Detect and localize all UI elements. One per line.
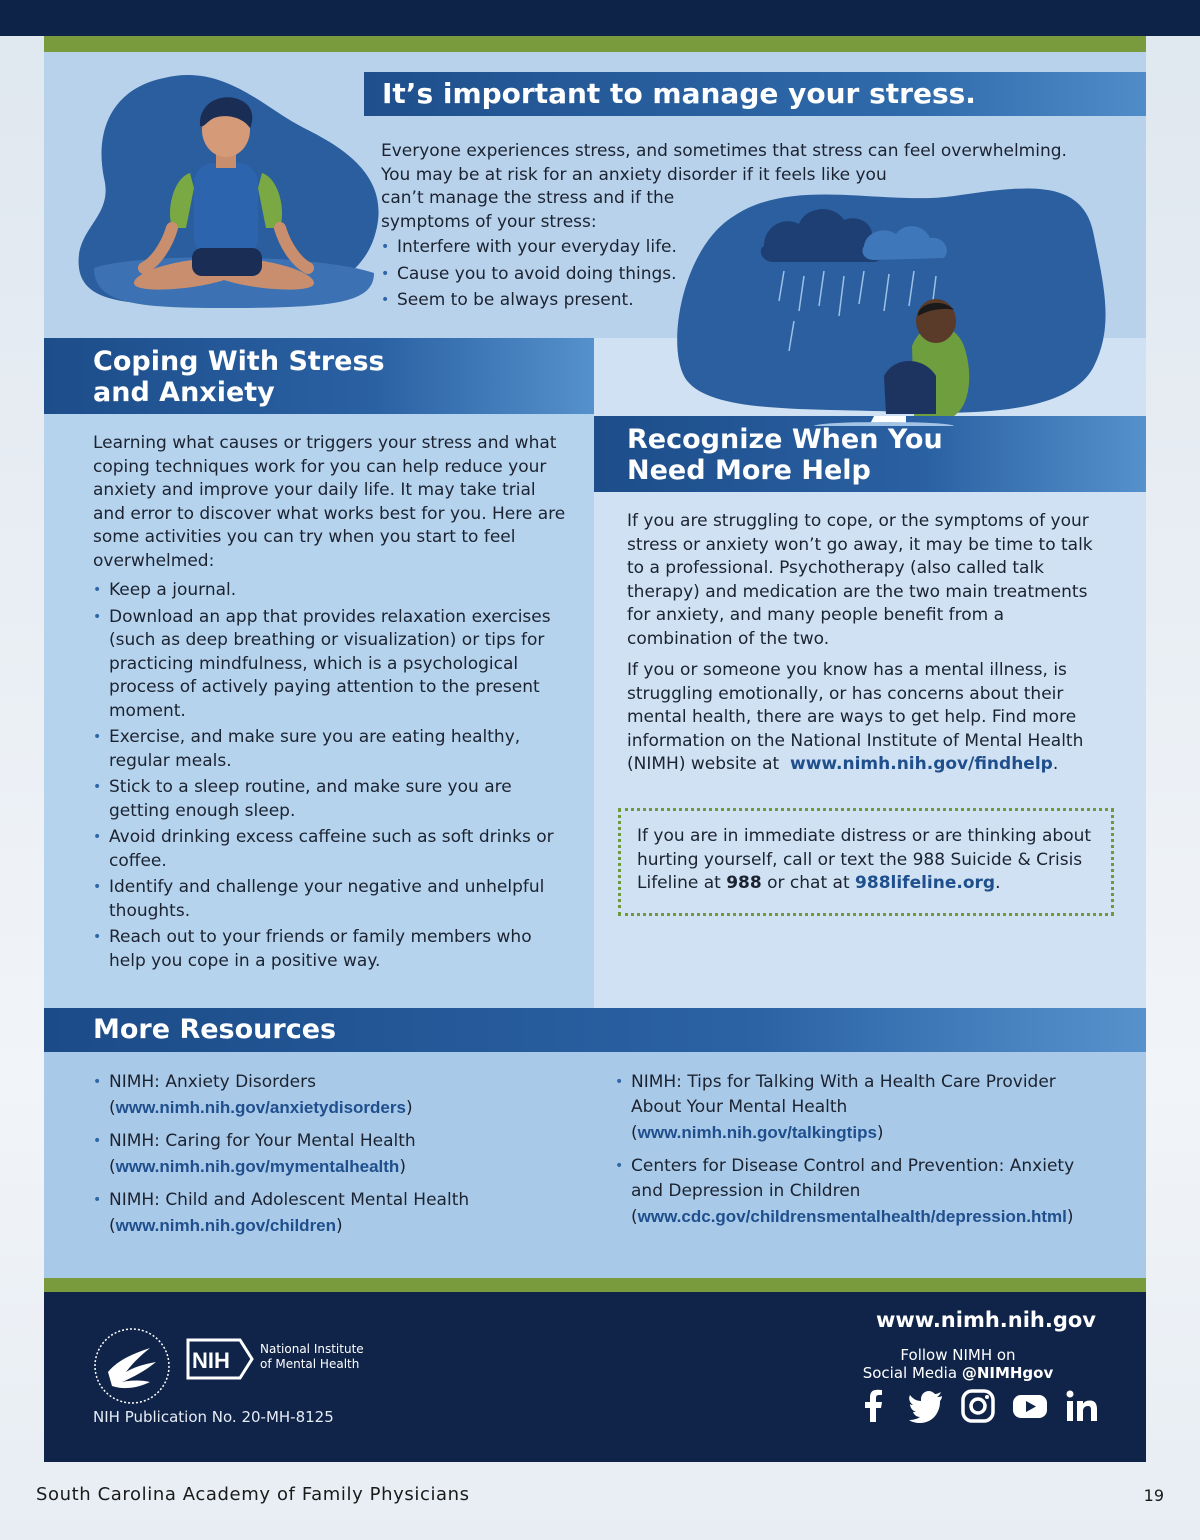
resource-url-wrap: (www.nimh.nih.gov/anxietydisorders) (109, 1098, 413, 1118)
recognize-heading-line2: Need More Help (627, 455, 871, 486)
youtube-icon[interactable] (1012, 1388, 1048, 1424)
list-item (93, 1188, 573, 1239)
instagram-icon[interactable] (960, 1388, 996, 1424)
list-item: • Avoid drinking excess caffeine such as soft drinks or coffee. (93, 826, 573, 873)
list-item: • Reach out to your friends or family members who help you cope in a positive way. (93, 926, 573, 973)
follow-line1: Follow NIMH on (900, 1346, 1016, 1364)
facebook-icon[interactable] (856, 1388, 892, 1424)
nimh-website[interactable]: www.nimh.nih.gov (875, 1308, 1096, 1332)
stress-intro-line3: symptoms of your stress: (381, 211, 597, 232)
resource-link[interactable]: www.cdc.gov/childrensmentalhealth/depression.html (637, 1207, 1067, 1226)
recognize-paragraph-2-end: . (1052, 754, 1059, 774)
list-item: • Cause you to avoid doing things. (381, 263, 1101, 287)
list-item (615, 1070, 1095, 1146)
findhelp-link[interactable]: www.nimh.nih.gov/findhelp (790, 754, 1053, 774)
coping-body (93, 432, 573, 976)
top-green-stripe (44, 36, 1146, 52)
linkedin-icon[interactable] (1064, 1388, 1100, 1424)
publisher-name: South Carolina Academy of Family Physicians (36, 1484, 470, 1505)
hhs-seal-icon (92, 1326, 172, 1406)
recognize-body (627, 510, 1107, 785)
meditating-person-illustration (74, 68, 384, 318)
coping-activity-list (93, 579, 573, 973)
resource-url-wrap: (www.cdc.gov/childrensmentalhealth/depression.html) (631, 1207, 1074, 1227)
publication-number: NIH Publication No. 20-MH-8125 (93, 1408, 334, 1426)
resource-url-wrap: (www.nimh.nih.gov/mymentalhealth) (109, 1157, 406, 1177)
nih-logo-text: NIH (192, 1348, 230, 1373)
stress-intro: Everyone experiences stress, and sometimes that stress can feel overwhelming. You may be at risk for an anxiety disorder if it feels like you (381, 141, 1067, 185)
nimh-name-line1: National Institute (260, 1342, 364, 1356)
resource-label: • NIMH: Tips for Talking With a Health Care Provider About Your Mental Health (631, 1072, 1056, 1117)
follow-line2 (828, 1364, 1088, 1382)
social-handle: @NIMHgov (961, 1364, 1054, 1382)
follow-line2-text: Social Media (862, 1364, 958, 1382)
recognize-paragraph-2 (627, 659, 1107, 777)
resources-right-list (615, 1070, 1095, 1238)
list-item: • Seem to be always present. (381, 289, 1101, 313)
nimh-name-line2: of Mental Health (260, 1357, 360, 1371)
crisis-end: . (995, 873, 1001, 893)
resource-url-wrap: (www.nimh.nih.gov/children) (109, 1216, 343, 1236)
list-item: • Identify and challenge your negative and unhelpful thoughts. (93, 876, 573, 923)
nih-logo (186, 1338, 254, 1380)
lifeline-link[interactable]: 988lifeline.org (855, 873, 996, 893)
list-item (93, 1129, 573, 1180)
list-item: • Interfere with your everyday life. (381, 236, 1101, 260)
recognize-paragraph-2-text: If you or someone you know has a mental illness, is struggling emotionally, or has concerns about their mental health, there are ways to get help. Find more information on the National Institute of Mental Health (NIMH) website at (627, 660, 1084, 774)
resource-link[interactable]: www.nimh.nih.gov/children (115, 1216, 337, 1235)
resources-heading: More Resources (44, 1008, 1146, 1052)
crisis-mid: or chat at (767, 873, 850, 893)
flyer-page (44, 36, 1146, 1462)
rain-cloud-person-illustration (674, 176, 1114, 426)
more-resources-section (44, 1008, 1146, 1280)
resource-label: • NIMH: Anxiety Disorders (109, 1072, 316, 1092)
recognize-help-section (594, 338, 1146, 1008)
nimh-name (260, 1342, 364, 1372)
recognize-heading-line1: Recognize When You (627, 424, 943, 455)
list-item: • Download an app that provides relaxation exercises (such as deep breathing or visualization) or tips for practicing mindfulness, which is a psychological process of actively paying attention to the present moment. (93, 606, 573, 724)
crisis-text: If you are in immediate distress or are thinking about hurting yourself, call or text the 988 Suicide & Crisis Lifeline at (637, 826, 1092, 893)
list-item (93, 1070, 573, 1121)
top-bar (0, 0, 1200, 36)
resource-link[interactable]: www.nimh.nih.gov/mymentalhealth (115, 1157, 400, 1176)
resources-left-list (93, 1070, 573, 1247)
resource-url-wrap: (www.nimh.nih.gov/talkingtips) (631, 1123, 884, 1143)
recognize-heading (594, 416, 1146, 492)
coping-section (44, 338, 594, 1008)
resource-label: • Centers for Disease Control and Prevention: Anxiety and Depression in Children (631, 1156, 1075, 1201)
list-item (615, 1154, 1095, 1230)
footer (44, 1292, 1146, 1462)
coping-heading-line1: Coping With Stress (93, 346, 385, 377)
resource-label: • NIMH: Child and Adolescent Mental Health (109, 1190, 470, 1210)
recognize-paragraph-1: If you are struggling to cope, or the symptoms of your stress or anxiety won’t go away, it may be time to talk to a professional. Psychotherapy (also called talk therapy) and medication are the two main treatments for anxiety, and many people benefit from a combination of the two. (627, 511, 1093, 649)
coping-heading (44, 338, 594, 414)
resource-label: • NIMH: Caring for Your Mental Health (109, 1131, 416, 1151)
list-item: • Keep a journal. (93, 579, 573, 603)
page-number: 19 (1143, 1486, 1164, 1505)
coping-heading-line2: and Anxiety (93, 377, 275, 408)
resource-link[interactable]: www.nimh.nih.gov/anxietydisorders (115, 1098, 406, 1117)
resource-link[interactable]: www.nimh.nih.gov/talkingtips (637, 1123, 877, 1142)
follow-text (828, 1346, 1088, 1382)
list-item: • Stick to a sleep routine, and make sure you are getting enough sleep. (93, 776, 573, 823)
twitter-icon[interactable] (908, 1388, 944, 1424)
coping-intro: Learning what causes or triggers your stress and what coping techniques work for you can help reduce your anxiety and improve your daily life. It may take trial and error to discover what works best for you. Here are some activities you can try when you start to feel overwhelmed: (93, 433, 566, 571)
stress-intro-line2: can’t manage the stress and if the (381, 188, 675, 208)
social-icons (856, 1388, 1100, 1424)
crisis-number: 988 (726, 873, 762, 893)
crisis-callout (618, 808, 1114, 916)
stress-title-band: It’s important to manage your stress. (364, 72, 1146, 116)
list-item: • Exercise, and make sure you are eating healthy, regular meals. (93, 726, 573, 773)
